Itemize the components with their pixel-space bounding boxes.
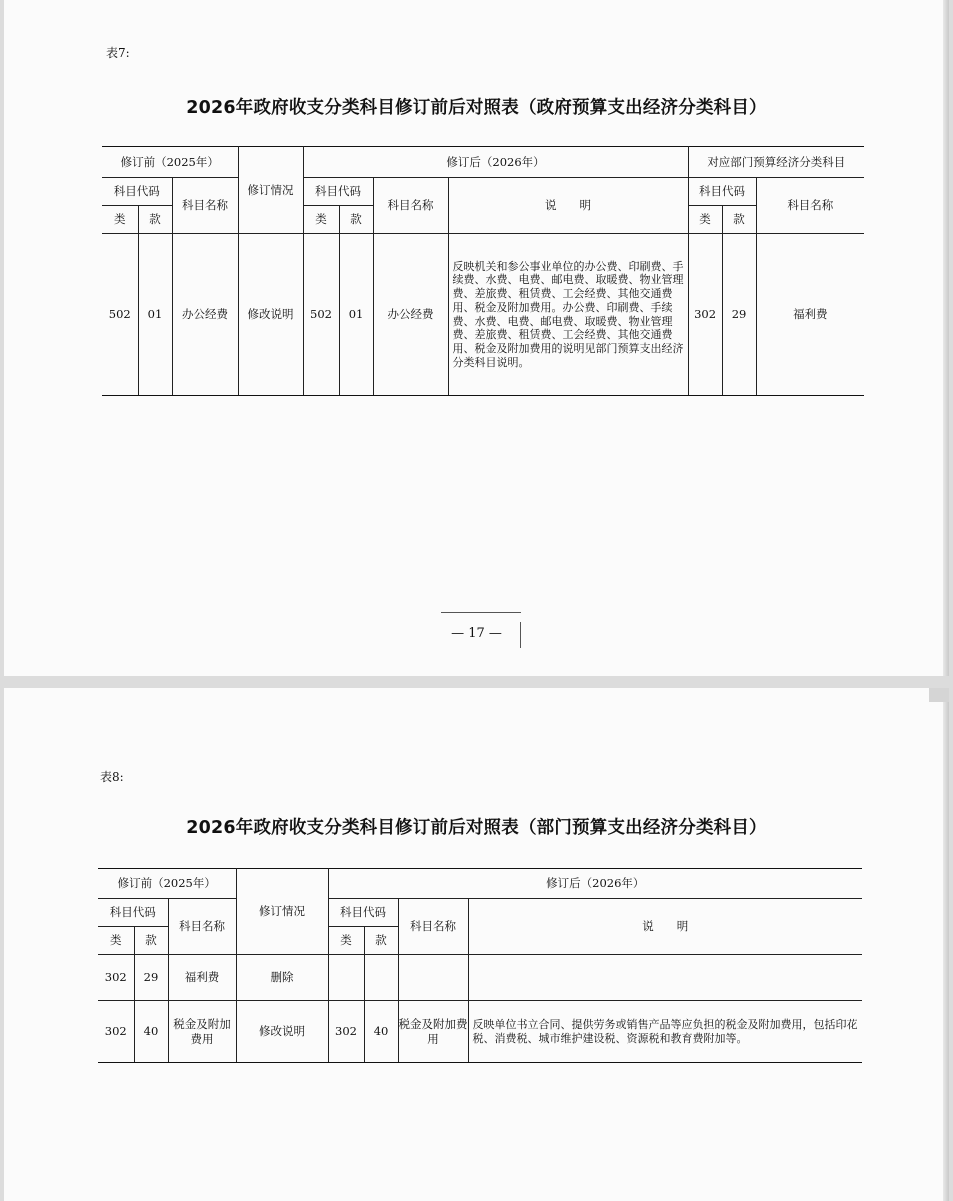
page-number-rule: [441, 612, 521, 613]
header-after-kuan: 款: [339, 206, 373, 234]
cell-after-kuan: 40: [364, 1001, 398, 1063]
cell-revision: 修改说明: [238, 234, 303, 396]
cell-before-kuan: 29: [134, 955, 168, 1001]
page-title: 2026年政府收支分类科目修订前后对照表（政府预算支出经济分类科目）: [186, 98, 767, 118]
page-corner: [929, 688, 949, 702]
header-after-code: 科目代码: [303, 178, 373, 206]
cell-after-lei: 302: [328, 1001, 364, 1063]
cell-before-name: 办公经费: [172, 234, 238, 396]
page-number: — 17 —: [451, 626, 502, 641]
cell-after-kuan: [364, 955, 398, 1001]
header-desc: 说 明: [468, 899, 862, 955]
header-code: 科目代码: [102, 178, 172, 206]
cell-before-lei: 302: [98, 955, 134, 1001]
cell-desc: 反映机关和参公事业单位的办公费、印刷费、手续费、水费、电费、邮电费、取暖费、物业管理费、差旅费、租赁费、工会经费、其他交通费用、税金及附加费用。办公费、印刷费、手续费、水费、电费、邮电费、取暖费、物业管理费、差旅费、租赁费、工会经费、其他交通费用、税金及附加费用的说明见部门预算支出经济分类科目说明。: [448, 234, 688, 396]
header-after-kuan: 款: [364, 927, 398, 955]
header-dept-kuan: 款: [722, 206, 756, 234]
table-label: 表7:: [106, 46, 130, 60]
cell-before-lei: 502: [102, 234, 138, 396]
cell-revision: 删除: [236, 955, 328, 1001]
header-dept-lei: 类: [688, 206, 722, 234]
page-edge: [943, 688, 949, 1201]
header-revision: 修订情况: [236, 869, 328, 955]
header-dept-group: 对应部门预算经济分类科目: [688, 147, 864, 178]
cell-desc: 反映单位书立合同、提供劳务或销售产品等应负担的税金及附加费用，包括印花税、消费税、城市维护建设税、资源税和教育费附加等。: [468, 1001, 862, 1063]
revision-table-7: [102, 146, 864, 396]
table-row: [98, 1001, 862, 1063]
cell-after-name: [398, 955, 468, 1001]
header-kuan: 款: [138, 206, 172, 234]
header-desc: 说 明: [448, 178, 688, 234]
cell-before-lei: 302: [98, 1001, 134, 1063]
table-label: 表8:: [100, 770, 124, 784]
header-before-group: 修订前（2025年）: [102, 147, 238, 178]
cell-desc: [468, 955, 862, 1001]
header-lei: 类: [98, 927, 134, 955]
cell-before-name: 税金及附加费用: [168, 1001, 236, 1063]
header-after-name: 科目名称: [398, 899, 468, 955]
cell-after-name: 税金及附加费用: [398, 1001, 468, 1063]
cell-dept-name: 福利费: [756, 234, 864, 396]
cell-after-name: 办公经费: [373, 234, 448, 396]
header-dept-code: 科目代码: [688, 178, 756, 206]
cell-after-lei: 502: [303, 234, 339, 396]
cell-dept-kuan: 29: [722, 234, 756, 396]
cell-revision: 修改说明: [236, 1001, 328, 1063]
header-dept-name: 科目名称: [756, 178, 864, 234]
header-lei: 类: [102, 206, 138, 234]
header-name: 科目名称: [172, 178, 238, 234]
header-before-group: 修订前（2025年）: [98, 869, 236, 899]
header-code: 科目代码: [98, 899, 168, 927]
cell-after-kuan: 01: [339, 234, 373, 396]
header-revision: 修订情况: [238, 147, 303, 234]
header-after-lei: 类: [303, 206, 339, 234]
header-after-name: 科目名称: [373, 178, 448, 234]
cell-after-lei: [328, 955, 364, 1001]
header-name: 科目名称: [168, 899, 236, 955]
header-after-group: 修订后（2026年）: [328, 869, 862, 899]
header-after-lei: 类: [328, 927, 364, 955]
page-title: 2026年政府收支分类科目修订前后对照表（部门预算支出经济分类科目）: [186, 818, 767, 838]
header-kuan: 款: [134, 927, 168, 955]
cell-before-kuan: 40: [134, 1001, 168, 1063]
cell-before-name: 福利费: [168, 955, 236, 1001]
document-page-17: [4, 0, 949, 676]
table-row: [98, 955, 862, 1001]
header-after-code: 科目代码: [328, 899, 398, 927]
document-page-next: [4, 688, 949, 1201]
cell-dept-lei: 302: [688, 234, 722, 396]
header-after-group: 修订后（2026年）: [303, 147, 688, 178]
revision-table-8: [98, 868, 862, 1063]
cell-before-kuan: 01: [138, 234, 172, 396]
